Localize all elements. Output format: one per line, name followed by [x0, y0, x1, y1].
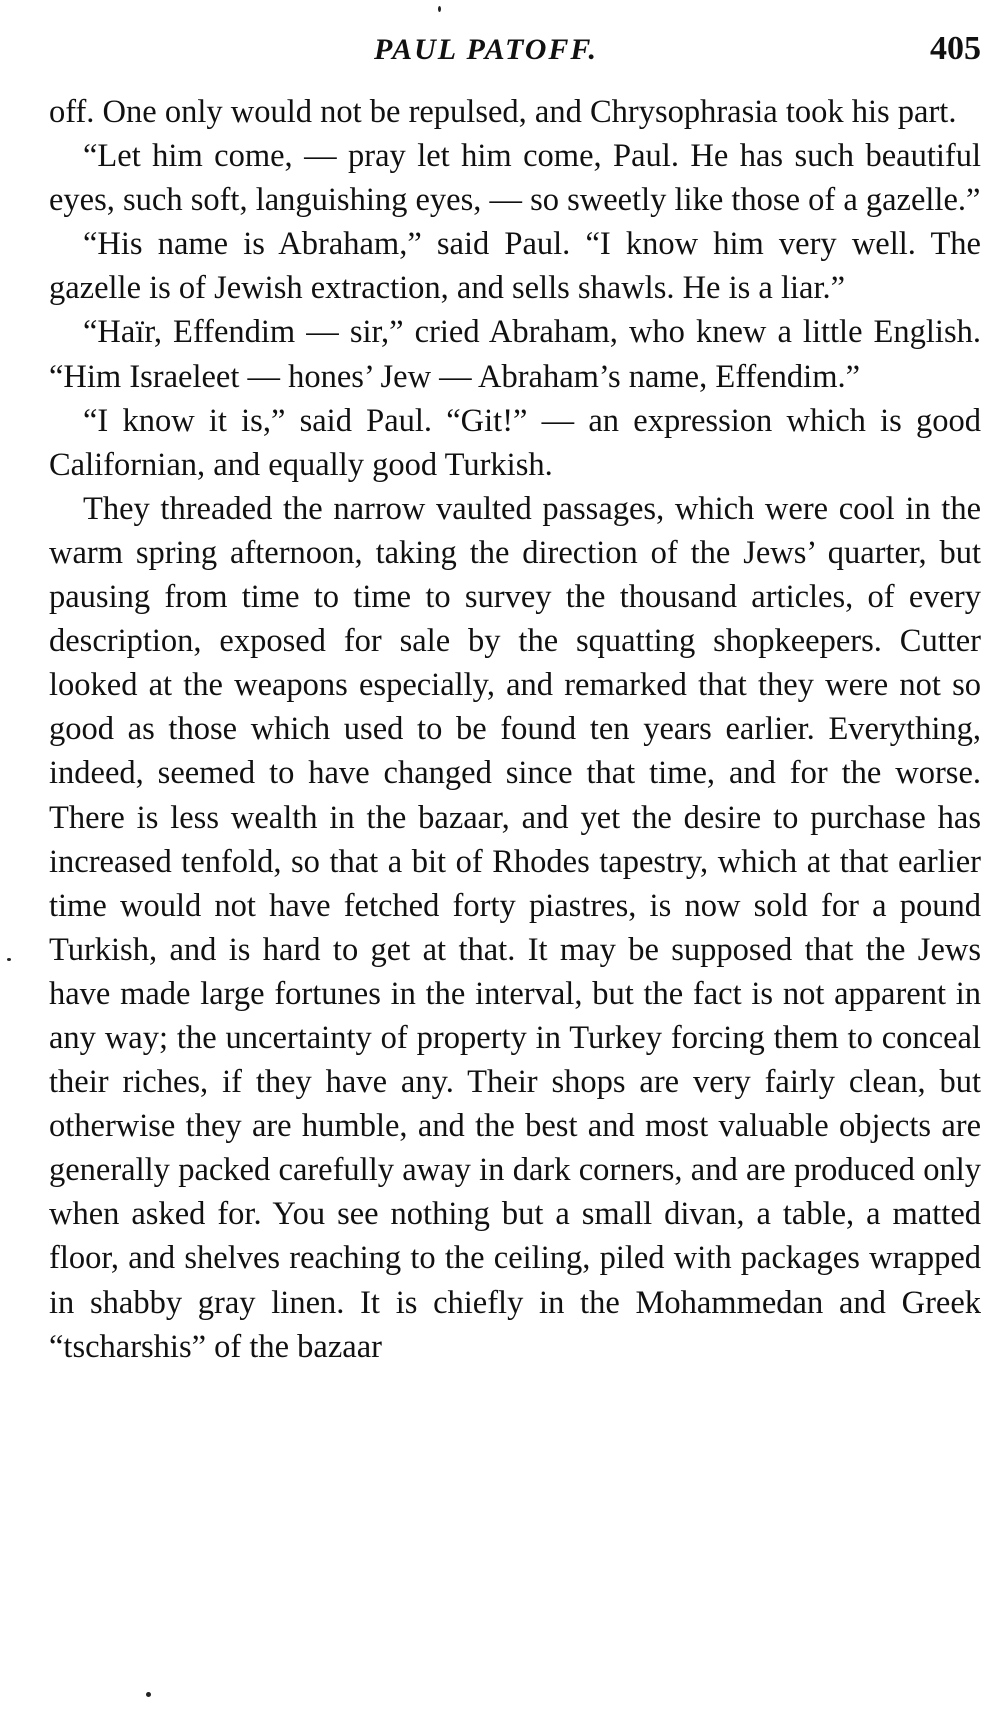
body-text — [49, 90, 981, 1369]
paragraph: “His name is Abraham,” said Paul. “I know him very well. The gazelle is of Jewish extraction, and sells shawls. He is a liar.” — [49, 226, 981, 307]
page-number: 405 — [930, 30, 981, 67]
paragraph: “Let him come, — pray let him come, Paul. He has such beautiful eyes, such soft, languishing eyes, — so sweetly like those of a gazelle.” — [49, 138, 981, 219]
paragraph: They threaded the narrow vaulted passages, which were cool in the warm spring afternoon, taking the direction of the Jews’ quarter, but pausing from time to time to survey the thousand articles, of every description, exposed for sale by the squatting shopkeepers. Cutter looked at the weapons especially, and remarked that they were not so good as those which used to be found ten years earlier. Everything, indeed, seemed to have changed since that time, and for the worse. There is less wealth in the bazaar, and yet the desire to purchase has increased tenfold, so that a bit of Rhodes tapestry, which at that earlier time would not have fetched forty piastres, is now sold for a pound Turkish, and is hard to get at that. It may be supposed that the Jews have made large fortunes in the interval, but the fact is not apparent in any way; the uncertainty of property in Turkey forcing them to conceal their riches, if they have any. Their shops are very fairly clean, but otherwise they are humble, and the best and most valuable objects are generally packed carefully away in dark corners, and are produced only when asked for. You see nothing but a small divan, a table, a matted floor, and shelves reaching to the ceiling, piled with packages wrapped in shabby gray linen. It is chiefly in the Mohammedan and Greek “tscharshis” of the bazaar — [49, 490, 981, 1365]
print-speck — [438, 6, 441, 12]
paragraph: “Haïr, Effendim — sir,” cried Abraham, who knew a little English. “Him Israeleet — hones’ Jew — Abraham’s name, Effendim.” — [49, 314, 981, 395]
print-speck — [7, 958, 11, 961]
paragraph: off. One only would not be repulsed, and Chrysophrasia took his part. — [49, 94, 957, 130]
print-speck — [146, 1692, 151, 1697]
page-header — [49, 20, 981, 90]
book-page — [49, 20, 981, 1369]
paragraph: “I know it is,” said Paul. “Git!” — an expression which is good Californian, and equally good Turkish. — [49, 402, 981, 483]
running-title: PAUL PATOFF. — [374, 33, 599, 66]
